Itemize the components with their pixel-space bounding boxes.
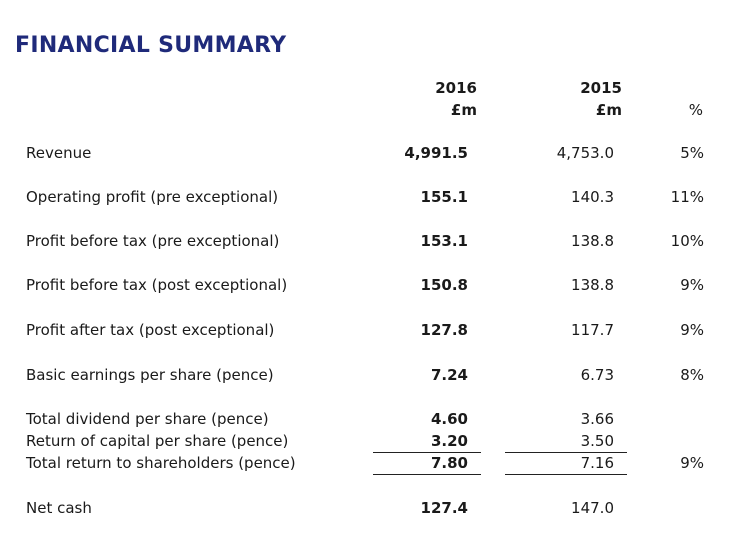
value-2016: 155.1 [420,188,468,206]
table-row-pbt-post [0,274,735,296]
subtotal-rule-2015-bottom [505,474,627,475]
table-row-pbt-pre [0,230,735,252]
table-row-net-cash [0,497,735,519]
value-2015: 3.66 [580,410,614,428]
value-2016: 4.60 [430,410,468,428]
column-header-2016 [400,77,477,121]
value-2016: 7.24 [430,366,468,384]
value-percent: 10% [670,232,704,250]
value-2015: 4,753.0 [556,144,614,162]
value-percent: 9% [680,321,704,339]
value-2016: 153.1 [420,232,468,250]
value-2015: 3.50 [580,432,614,450]
table-row-total-dividend [0,408,735,430]
value-2016: 7.80 [430,454,468,472]
value-2015: 140.3 [571,188,614,206]
table-row-return-of-capital [0,430,735,452]
row-label: Basic earnings per share (pence) [26,366,274,384]
row-label: Revenue [26,144,92,162]
value-2016: 4,991.5 [404,144,468,162]
row-label: Total dividend per share (pence) [26,410,269,428]
row-label: Operating profit (pre exceptional) [26,188,279,206]
row-label: Profit before tax (pre exceptional) [26,232,280,250]
row-label: Profit before tax (post exceptional) [26,276,288,294]
value-percent: 9% [680,276,704,294]
value-percent: 5% [680,144,704,162]
subtotal-rule-2016-bottom [373,474,481,475]
value-2015: 138.8 [571,232,614,250]
table-row-basic-eps [0,364,735,386]
value-2016: 3.20 [430,432,468,450]
column-header-2015 [540,77,622,121]
column-header-2015-year: 2015 [580,79,622,97]
table-row-revenue [0,142,735,164]
value-2015: 117.7 [571,321,614,339]
column-header-2016-year: 2016 [435,79,477,97]
column-header-2015-unit: £m [595,101,622,119]
row-label: Net cash [26,499,92,517]
value-2015: 138.8 [571,276,614,294]
row-label: Total return to shareholders (pence) [26,454,296,472]
row-label: Return of capital per share (pence) [26,432,289,450]
value-2015: 147.0 [571,499,614,517]
table-row-pat-post [0,319,735,341]
value-percent: 11% [670,188,704,206]
value-percent: 8% [680,366,704,384]
value-2016: 127.4 [420,499,468,517]
table-row-operating-profit [0,186,735,208]
page-title: FINANCIAL SUMMARY [15,33,287,58]
row-label: Profit after tax (post exceptional) [26,321,275,339]
column-header-percent: % [688,101,703,119]
column-header-2016-unit: £m [450,101,477,119]
table-row-total-return [0,452,735,474]
value-2015: 6.73 [580,366,614,384]
value-2016: 127.8 [420,321,468,339]
value-2015: 7.16 [580,454,614,472]
value-2016: 150.8 [420,276,468,294]
value-percent: 9% [680,454,704,472]
